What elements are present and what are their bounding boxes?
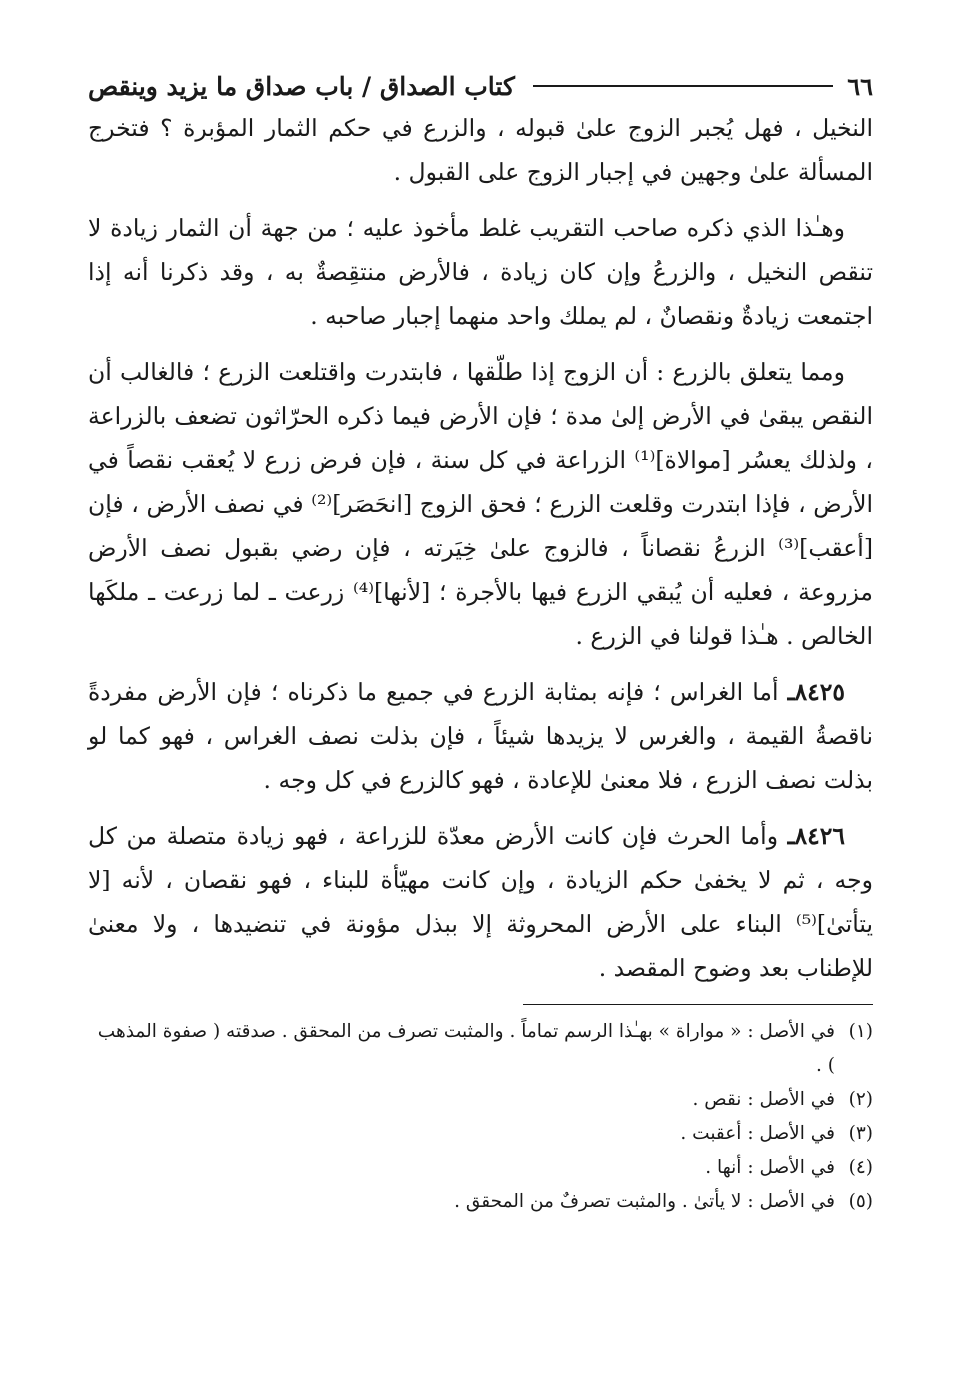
- footnote-4: [88, 1151, 873, 1185]
- footnote-separator: [523, 1004, 873, 1005]
- footnote-number: (١): [848, 1021, 873, 1042]
- paragraph-text: النخيل ، فهل يُجبر الزوج علىٰ قبوله ، والزرع في حكم الثمار المؤبرة ؟ فتخرج المسألة علىٰ وجهين في إجبار الزوج على القبول .: [88, 114, 873, 186]
- footnote-5: [88, 1185, 873, 1219]
- paragraph-2: [88, 206, 873, 338]
- footnote-3: [88, 1117, 873, 1151]
- paragraph-text: وأما الحرث فإن كانت الأرض معدّة للزراعة ، فهو زيادة متصلة من كل وجه ، ثم لا يخفىٰ حكم الزيادة ، وإن كانت مهيّأة للبناء ، فهو نقصان ، لأنه [لا يتأتىٰ]⁽⁵⁾ البناء على الأرض المحروثة إلا ببذل مؤونة في تنضيدها ، ولا معنىٰ للإطناب بعد وضوح المقصد .: [88, 822, 873, 982]
- footnote-text: في الأصل : أنها .: [705, 1157, 835, 1178]
- paragraph-number: ٨٤٢٥ـ: [787, 678, 845, 706]
- paragraph-text: وهـٰذا الذي ذكره صاحب التقريب غلط مأخوذ عليه ؛ من جهة أن الثمار زيادة لا تنقص النخيل ، والزرعُ وإن كان زيادة ، فالأرض منتقِصةٌ به ، وقد ذكرنا أنه إذا اجتمعت زيادةٌ ونقصانٌ ، لم يملك واحد منهما إجبار صاحبه .: [88, 214, 873, 330]
- footnote-number: (٥): [848, 1191, 873, 1212]
- footnote-number: (٣): [848, 1123, 873, 1144]
- footnote-1: [88, 1015, 873, 1083]
- footnote-2: [88, 1083, 873, 1117]
- paragraph-1: [88, 106, 873, 194]
- header-rule: [533, 85, 833, 87]
- numbered-paragraph-8426: [88, 814, 873, 990]
- footnote-number: (٤): [848, 1157, 873, 1178]
- paragraph-number: ٨٤٢٦ـ: [787, 822, 845, 850]
- page-number: ٦٦: [847, 71, 873, 101]
- footnote-text: في الأصل : نقص .: [692, 1089, 835, 1110]
- running-header: [88, 66, 873, 106]
- chapter-title: كتاب الصداق / باب صداق ما يزيد وينقص: [88, 71, 515, 101]
- paragraph-text: ومما يتعلق بالزرع : أن الزوج إذا طلّقها ، فابتدرت واقتلعت الزرع ؛ فالغالب أن النقص يبقىٰ في الأرض إلىٰ مدة ؛ فإن الأرض فيما ذكره الحرّاثون تضعف بالزراعة ، ولذلك يعسُر [موالاة]⁽¹⁾ الزراعة في كل سنة ، فإن فرض زرع لا يُعقب نقصاً في الأرض ، فإذا ابتدرت وقلعت الزرع ؛ فحق الزوج [انحَصَر]⁽²⁾ في نصف الأرض ، فإن [أعقب]⁽³⁾ الزرعُ نقصاناً ، فالزوج علىٰ خِيَرته ، فإن رضي بقبول نصف الأرض مزروعة ، فعليه أن يُبقي الزرع فيها بالأجرة ؛ [لأنها]⁽⁴⁾ زرعت ـ لما زرعت ـ ملكَها الخالص . هـٰذا قولنا في الزرع .: [88, 358, 873, 650]
- paragraph-3: [88, 350, 873, 658]
- book-page: [88, 66, 873, 1219]
- numbered-paragraph-8425: [88, 670, 873, 802]
- footnote-text: في الأصل : « مواراة » بهـٰذا الرسم تماماً . والمثبت تصرف من المحقق . صدقته ( صفوة المذهب ) .: [97, 1021, 835, 1076]
- footnote-text: في الأصل : أعقبت .: [680, 1123, 835, 1144]
- footnote-text: في الأصل : لا يأتىٰ . والمثبت تصرفٌ من المحقق .: [454, 1191, 835, 1212]
- footnote-number: (٢): [848, 1089, 873, 1110]
- paragraph-text: أما الغراس ؛ فإنه بمثابة الزرع في جميع ما ذكرناه ؛ فإن الأرض مفردةً ناقصةُ القيمة ، والغرس لا يزيدها شيئاً ، فإن بذلت نصف الغراس ، فهو كما لو بذلت نصف الزرع ، فلا معنىٰ للإعادة ، فهو كالزرع في كل وجه .: [88, 678, 873, 794]
